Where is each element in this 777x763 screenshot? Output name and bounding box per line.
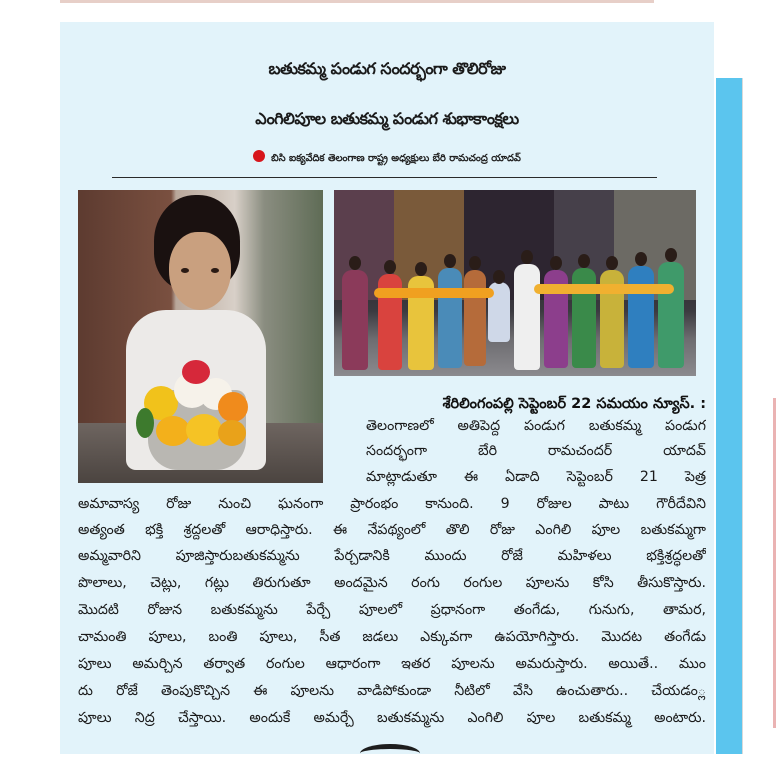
group-celebration-photo: [334, 190, 696, 376]
photo-flower: [182, 360, 210, 384]
byline-underline: [112, 177, 657, 178]
photo-person-head: [349, 256, 361, 270]
photo-person: [658, 262, 684, 368]
body-line: సందర్భంగా బేరి రామచందర్ యాదవ్: [366, 443, 706, 459]
photo-bathukamma-row: [374, 288, 494, 298]
photo-person-head: [469, 256, 481, 270]
adjacent-page-edge: [742, 78, 777, 754]
headline: [60, 44, 714, 144]
photo-child-face: [169, 232, 231, 310]
photo-person: [342, 270, 368, 370]
body-line: పొలాలు, చెట్లు, గట్లు తిరుగుతూ అందమైన రంగు రంగుల పూలను కోసి తీసుకొస్తారు.: [78, 575, 706, 591]
byline-text: బిసి ఐక్యవేదిక తెలంగాణ రాష్ట్ర అధ్యక్షులు బేరి రామచంద్ర యాదవ్: [271, 153, 521, 164]
photo-person-head: [606, 256, 618, 270]
body-line: మాట్లాడుతూ ఈ ఏడాది సెప్టెంబర్ 21 పెత్ర: [366, 469, 706, 485]
photo-bathukamma-row: [534, 284, 674, 294]
photo-person-head: [444, 254, 456, 268]
photo-flower: [156, 416, 190, 446]
body-line: తెలంగాణలో అతిపెద్ద పండుగ బతుకమ్మ పండుగ: [366, 418, 706, 434]
body-line: పూలు అమర్చిన తర్వాత రంగుల ఆధారంగా ఇతర పూలను అమరుస్తారు. అయితే.. ముం: [78, 656, 706, 672]
photo-person-head: [665, 248, 677, 262]
photo-child-eye: [181, 268, 189, 273]
byline: [60, 150, 714, 166]
body-line: చామంతి పూలు, బంతి పూలు, సీత జడలు ఎక్కువగా ఉపయోగిస్తారు. మొదట తంగేడు: [78, 629, 706, 645]
body-line: మొదటి రోజున బతుకమ్మను పేర్చే పూలలో ప్రధానంగా తంగేడు, గునుగు, తామర,: [78, 602, 706, 618]
body-line: అమ్మవారిని పూజిస్తారుబతుకమ్మను పేర్చడానికి ముందు రోజే మహిళలు భక్తిశ్రద్ధలతో: [78, 548, 706, 564]
body-line: దు రోజే తెంపుకొచ్చిన ఈ పూలను వాడిపోకుండా నీటిలో వేసి ఉంచుతారు.. చేయడం్ల: [78, 683, 706, 699]
photo-person: [628, 266, 654, 368]
photo-person-head: [550, 256, 562, 270]
side-color-stripe: [716, 78, 742, 754]
adjacent-red-rule: [773, 398, 776, 728]
photo-person-head: [635, 252, 647, 266]
photo-flower: [218, 420, 246, 446]
body-line: అత్యంత భక్తి శ్రద్దలతో ఆరాధిస్తారు. ఈ నేపథ్యంలో తొలి రోజు ఎంగిలి పూల బతుకమ్మగా: [78, 522, 706, 538]
red-bullet-icon: [253, 150, 265, 162]
body-line: అమావాస్య రోజు నుంచి ఘనంగా ప్రారంభం కానుంది. 9 రోజుల పాటు గౌరీదేవిని: [78, 496, 706, 512]
photo-flower: [186, 414, 222, 446]
photo-person-head: [493, 270, 505, 284]
photo-person-head: [578, 254, 590, 268]
dateline: శేరిలింగంపల్లి సెప్టెంబర్ 22 సమయం న్యూస్. :: [442, 396, 706, 412]
headline-line-1: బతుకమ్మ పండుగ సందర్భంగా తొలిరోజు: [268, 59, 506, 78]
photo-person: [438, 268, 462, 368]
top-divider: [60, 0, 654, 3]
photo-person: [464, 270, 486, 366]
photo-person: [514, 264, 540, 370]
child-bathukamma-photo: [78, 190, 323, 483]
body-line: పూలు నిద్ర చేస్తాయి. అందుకే అమర్చే బతుకమ్మను ఎంగిలి పూల బతుకమ్మ అంటారు.: [78, 710, 706, 726]
photo-leaf: [136, 408, 154, 438]
photo-child-eye: [211, 268, 219, 273]
headline-line-2: ఎంగిలిపూల బతుకమ్మ పండుగ శుభాకాంక్షలు: [255, 109, 519, 128]
photo-flower: [218, 392, 248, 422]
photo-person-head: [521, 250, 533, 264]
photo-person-head: [384, 260, 396, 274]
photo-person: [572, 268, 596, 368]
photo-person-head: [415, 262, 427, 276]
